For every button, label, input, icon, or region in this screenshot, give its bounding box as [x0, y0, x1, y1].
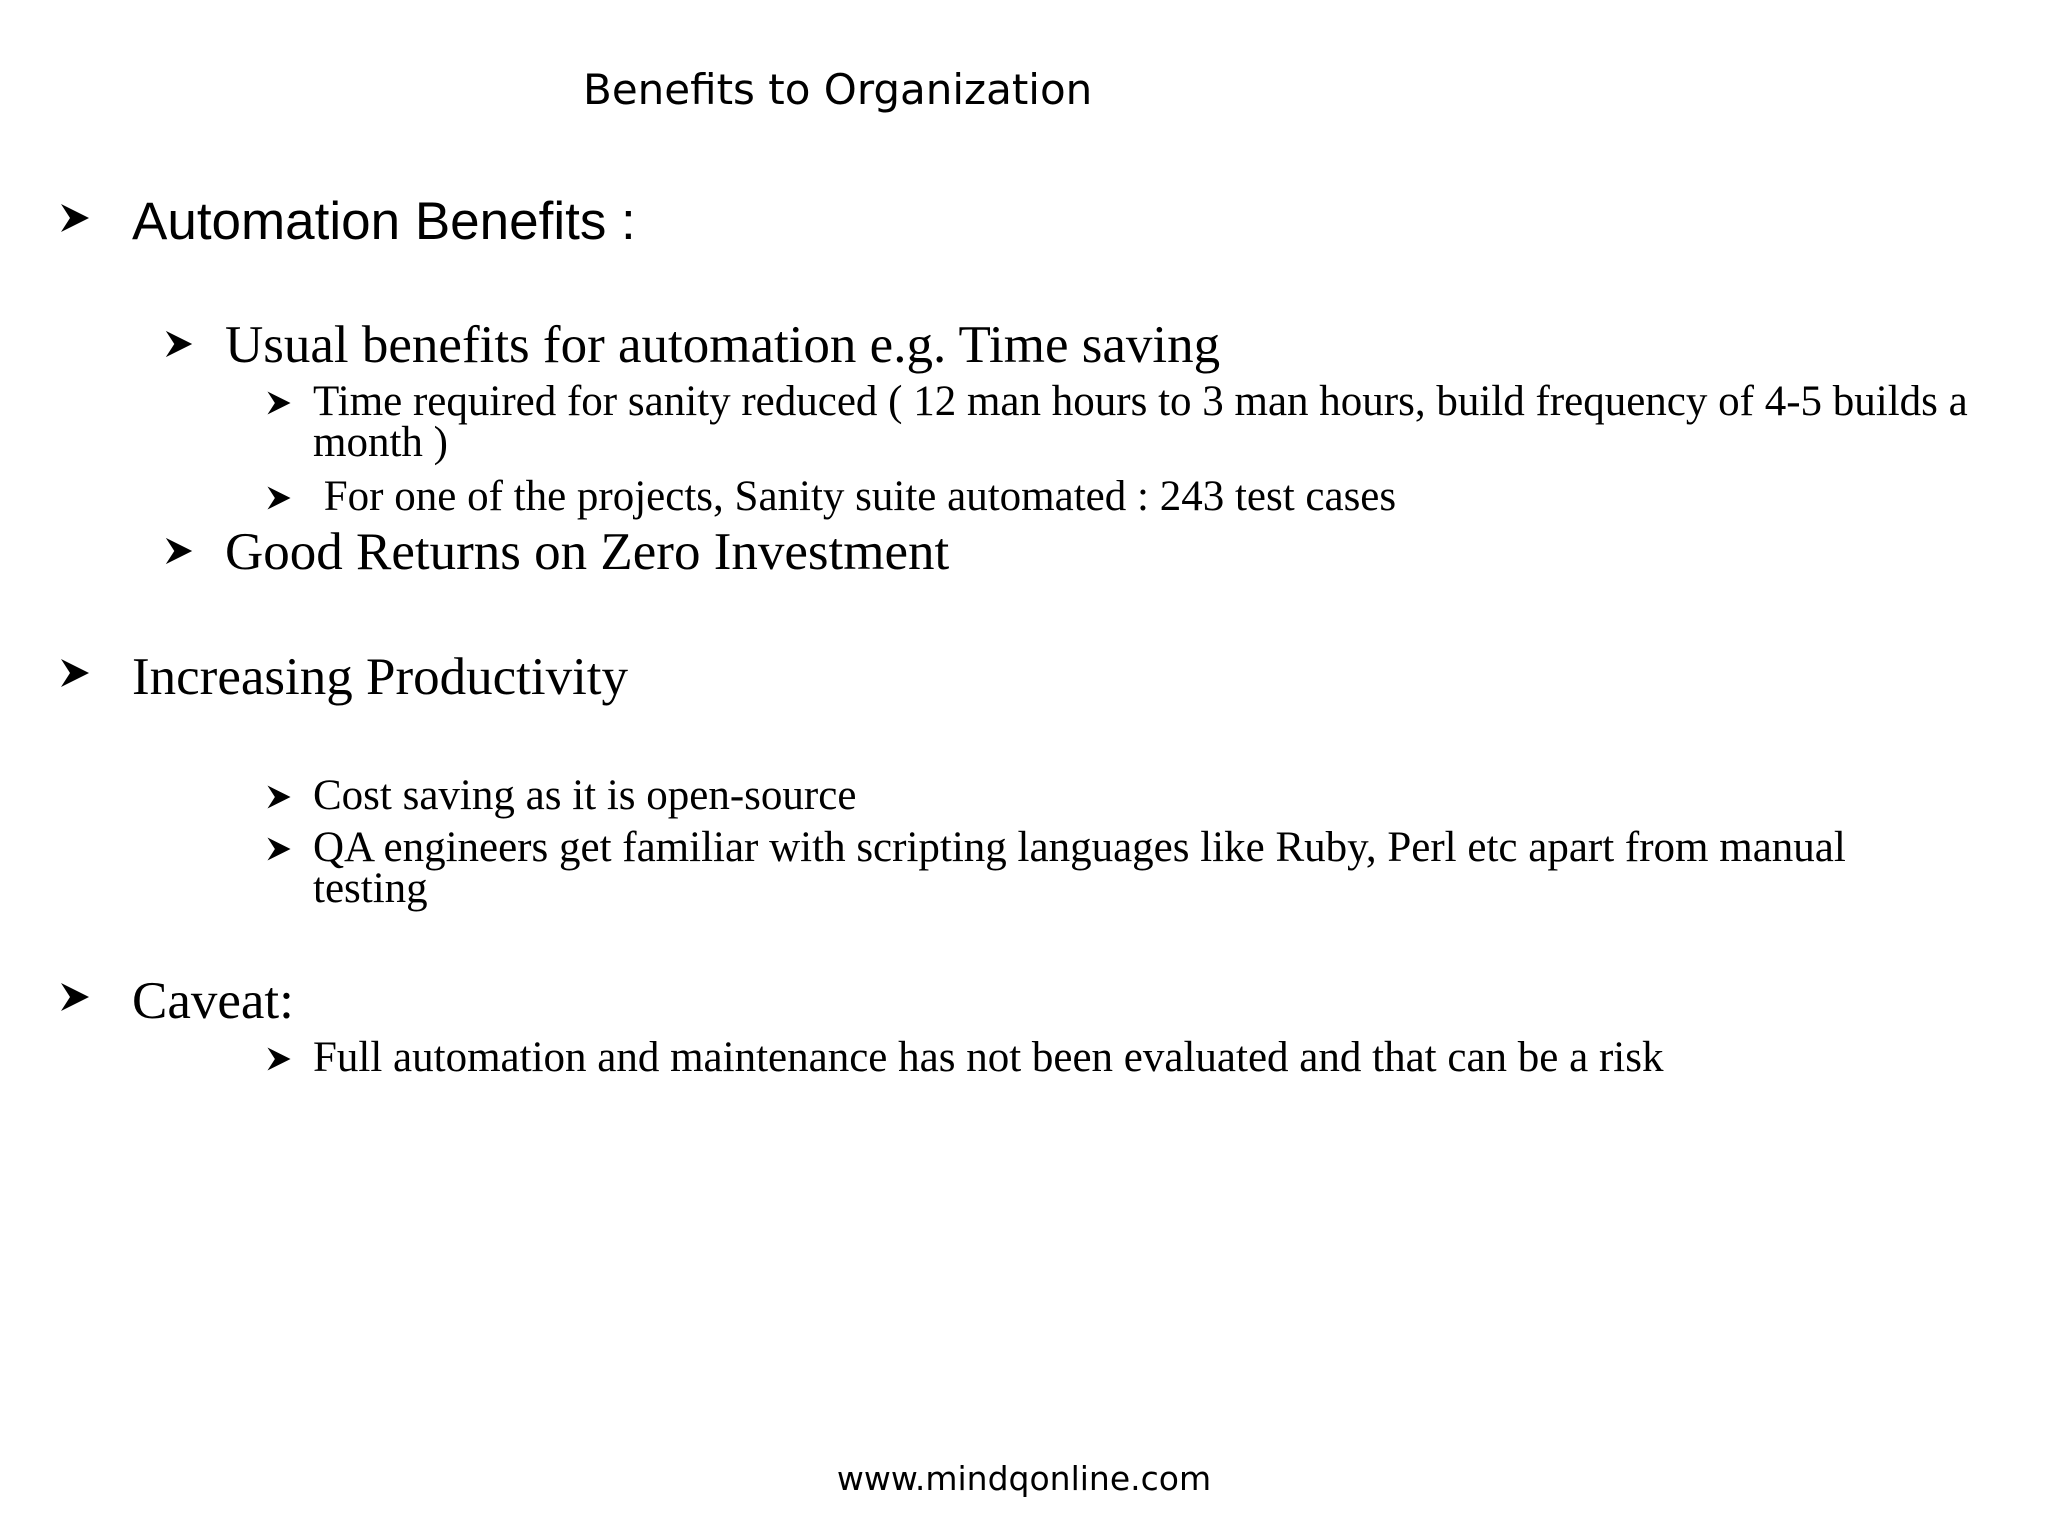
- bullet-item-sanity-suite: [265, 473, 1397, 520]
- bullet-item-automation-benefits: [58, 189, 636, 255]
- bullet-item-usual-benefits: [163, 315, 1220, 375]
- bullet-item-sanity-time: [265, 378, 2005, 466]
- arrow-bullet-icon: [163, 522, 225, 567]
- bullet-item-qa-engineers: [265, 824, 1905, 912]
- bullet-text: Usual benefits for automation e.g. Time saving: [225, 316, 1221, 374]
- bullet-text: Full automation and maintenance has not been evaluated and that can be a risk: [313, 1034, 1664, 1081]
- arrow-bullet-icon: [58, 968, 132, 1014]
- bullet-text: Time required for sanity reduced ( 12 man hours to 3 man hours, build frequency of 4-5 builds a month ): [313, 378, 1968, 466]
- bullet-item-cost-saving: [265, 772, 857, 819]
- arrow-bullet-icon: [265, 381, 313, 417]
- bullet-item-caveat: [58, 968, 294, 1034]
- bullet-text: For one of the projects, Sanity suite automated : 243 test cases: [313, 473, 1397, 520]
- arrow-bullet-icon: [58, 189, 132, 235]
- bullet-text: Increasing Productivity: [132, 648, 629, 706]
- bullet-item-increasing-productivity: [58, 644, 628, 710]
- footer-url: www.mindqonline.com: [836, 1459, 1212, 1498]
- arrow-bullet-icon: [265, 476, 313, 512]
- bullet-text: QA engineers get familiar with scripting languages like Ruby, Perl etc apart from manual testing: [313, 824, 1846, 912]
- slide-title: Benefits to Organization: [583, 65, 1093, 114]
- arrow-bullet-icon: [163, 315, 225, 360]
- arrow-bullet-icon: [265, 827, 313, 863]
- bullet-item-good-returns: [163, 522, 949, 582]
- bullet-text: Automation Benefits :: [132, 192, 636, 251]
- arrow-bullet-icon: [265, 1037, 313, 1073]
- bullet-text: Caveat:: [132, 972, 294, 1030]
- arrow-bullet-icon: [265, 775, 313, 811]
- bullet-text: Cost saving as it is open-source: [313, 772, 857, 819]
- bullet-text: Good Returns on Zero Investment: [225, 523, 950, 581]
- bullet-item-full-automation: [265, 1034, 1664, 1081]
- arrow-bullet-icon: [58, 644, 132, 690]
